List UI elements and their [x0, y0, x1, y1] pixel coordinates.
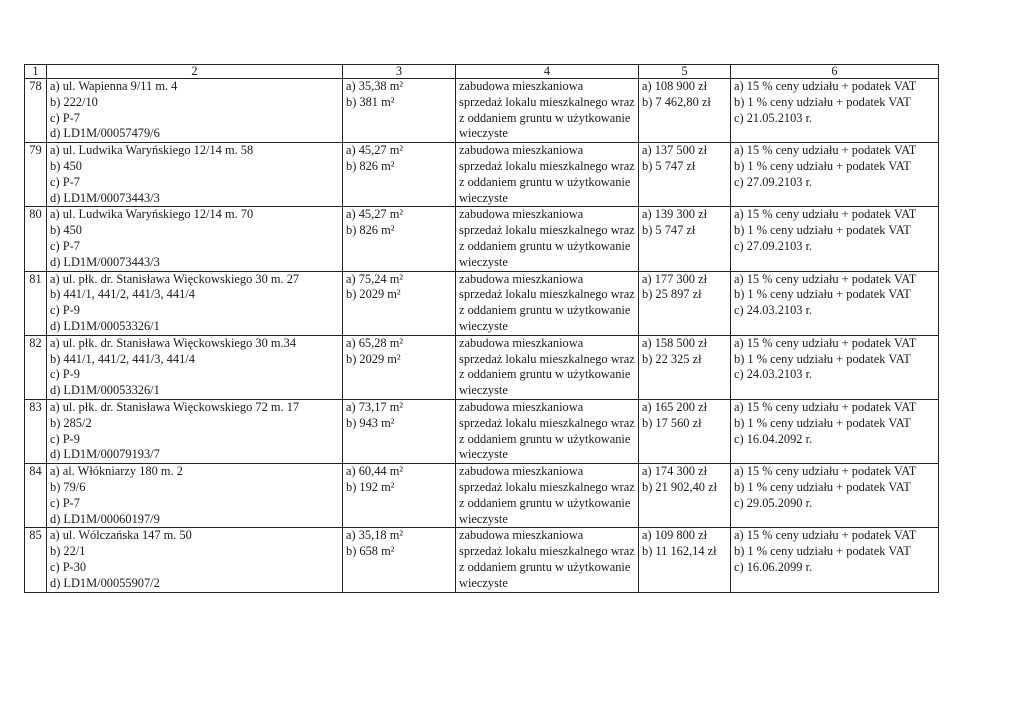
cell-line: d) LD1M/00060197/9: [50, 511, 160, 526]
cell-line: c) 27.09.2103 r.: [734, 238, 813, 253]
cell-line: b) 222/10: [50, 94, 98, 109]
cell-line: b) 826 m²: [346, 158, 395, 173]
cell-purpose: [456, 335, 639, 399]
cell-line: wieczyste: [459, 254, 508, 269]
cell-terms: [731, 143, 939, 207]
cell-line: sprzedaż lokalu mieszkalnego wraz: [459, 351, 635, 366]
cell-line: a) ul. Wapienna 9/11 m. 4: [50, 79, 178, 93]
row-number: 83: [25, 399, 47, 463]
cell-line: b) 1 % ceny udziału + podatek VAT: [734, 544, 911, 559]
cell-line: b) 7 462,80 zł: [642, 94, 711, 109]
cell-line: wieczyste: [459, 318, 508, 333]
cell-line: a) ul. płk. dr. Stanisława Więckowskiego 30 m. 27: [50, 271, 300, 286]
cell-line: a) 15 % ceny udziału + podatek VAT: [734, 79, 917, 93]
cell-price: [639, 207, 731, 271]
cell-line: b) 1 % ceny udziału + podatek VAT: [734, 351, 911, 366]
cell-line: a) al. Włókniarzy 180 m. 2: [50, 464, 183, 479]
cell-line: a) 15 % ceny udziału + podatek VAT: [734, 464, 917, 479]
cell-line: b) 5 747 zł: [642, 158, 696, 173]
cell-line: a) 158 500 zł: [642, 335, 708, 350]
cell-line: a) ul. Ludwika Waryńskiego 12/14 m. 70: [50, 207, 254, 222]
row-number: 78: [25, 79, 47, 143]
cell-line: b) 1 % ceny udziału + podatek VAT: [734, 223, 911, 238]
cell-line: a) 35,18 m²: [346, 528, 404, 543]
cell-line: a) 73,17 m²: [346, 399, 404, 414]
cell-line: c) 29.05.2090 r.: [734, 495, 813, 510]
cell-line: a) 65,28 m²: [346, 335, 404, 350]
cell-area: [343, 335, 456, 399]
cell-line: b) 1 % ceny udziału + podatek VAT: [734, 158, 911, 173]
cell-line: c) P-7: [50, 238, 80, 253]
cell-price: [639, 399, 731, 463]
cell-price: [639, 143, 731, 207]
row-number: 80: [25, 207, 47, 271]
cell-line: zabudowa mieszkaniowa: [459, 207, 584, 222]
cell-line: a) 108 900 zł: [642, 79, 708, 93]
cell-line: c) 16.04.2092 r.: [734, 431, 813, 446]
cell-purpose: [456, 528, 639, 592]
cell-location: [47, 207, 343, 271]
cell-price: [639, 271, 731, 335]
cell-terms: [731, 528, 939, 592]
cell-line: a) 15 % ceny udziału + podatek VAT: [734, 207, 917, 222]
cell-purpose: [456, 399, 639, 463]
cell-line: a) 137 500 zł: [642, 143, 708, 158]
cell-line: d) LD1M/00053326/1: [50, 318, 160, 333]
cell-line: zabudowa mieszkaniowa: [459, 79, 584, 93]
cell-line: z oddaniem gruntu w użytkowanie: [459, 367, 631, 382]
cell-line: b) 1 % ceny udziału + podatek VAT: [734, 287, 911, 302]
cell-line: z oddaniem gruntu w użytkowanie: [459, 174, 631, 189]
cell-line: a) 75,24 m²: [346, 271, 404, 286]
cell-line: c) 24.03.2103 r.: [734, 367, 813, 382]
cell-area: [343, 143, 456, 207]
cell-line: sprzedaż lokalu mieszkalnego wraz: [459, 223, 635, 238]
cell-location: [47, 143, 343, 207]
cell-terms: [731, 399, 939, 463]
table-row: [25, 271, 939, 335]
cell-line: b) 25 897 zł: [642, 287, 702, 302]
cell-line: z oddaniem gruntu w użytkowanie: [459, 495, 631, 510]
cell-line: c) P-7: [50, 495, 80, 510]
cell-location: [47, 335, 343, 399]
cell-line: a) 60,44 m²: [346, 464, 404, 479]
cell-line: c) P-7: [50, 110, 80, 125]
cell-line: b) 192 m²: [346, 479, 395, 494]
cell-line: a) 15 % ceny udziału + podatek VAT: [734, 271, 917, 286]
cell-line: b) 21 902,40 zł: [642, 479, 718, 494]
cell-area: [343, 271, 456, 335]
cell-location: [47, 271, 343, 335]
cell-line: wieczyste: [459, 447, 508, 462]
cell-line: a) 45,27 m²: [346, 143, 404, 158]
cell-line: zabudowa mieszkaniowa: [459, 335, 584, 350]
cell-line: a) ul. Ludwika Waryńskiego 12/14 m. 58: [50, 143, 254, 158]
cell-line: b) 79/6: [50, 479, 86, 494]
cell-line: b) 441/1, 441/2, 441/3, 441/4: [50, 351, 195, 366]
cell-line: b) 17 560 zł: [642, 415, 702, 430]
cell-line: wieczyste: [459, 511, 508, 526]
cell-line: b) 2029 m²: [346, 351, 401, 366]
cell-location: [47, 79, 343, 143]
table-row: [25, 335, 939, 399]
cell-purpose: [456, 79, 639, 143]
cell-purpose: [456, 143, 639, 207]
cell-line: c) 16.06.2099 r.: [734, 559, 813, 574]
cell-price: [639, 79, 731, 143]
cell-line: a) 139 300 zł: [642, 207, 708, 222]
cell-line: a) 15 % ceny udziału + podatek VAT: [734, 143, 917, 158]
cell-location: [47, 399, 343, 463]
cell-line: sprzedaż lokalu mieszkalnego wraz: [459, 415, 635, 430]
cell-area: [343, 464, 456, 528]
cell-line: zabudowa mieszkaniowa: [459, 399, 584, 414]
cell-line: b) 943 m²: [346, 415, 395, 430]
cell-line: a) 177 300 zł: [642, 271, 708, 286]
cell-line: c) P-9: [50, 303, 80, 318]
cell-purpose: [456, 464, 639, 528]
cell-line: wieczyste: [459, 190, 508, 205]
cell-line: sprzedaż lokalu mieszkalnego wraz: [459, 94, 635, 109]
property-table: [24, 64, 939, 593]
cell-line: b) 2029 m²: [346, 287, 401, 302]
header-cell-6: 6: [731, 65, 939, 79]
cell-purpose: [456, 207, 639, 271]
cell-line: b) 450: [50, 223, 83, 238]
cell-line: z oddaniem gruntu w użytkowanie: [459, 238, 631, 253]
cell-line: a) 15 % ceny udziału + podatek VAT: [734, 335, 917, 350]
cell-line: c) 27.09.2103 r.: [734, 174, 813, 189]
cell-line: b) 5 747 zł: [642, 223, 696, 238]
cell-area: [343, 399, 456, 463]
cell-area: [343, 79, 456, 143]
cell-line: b) 22 325 zł: [642, 351, 702, 366]
cell-line: c) 21.05.2103 r.: [734, 110, 813, 125]
cell-line: a) 15 % ceny udziału + podatek VAT: [734, 399, 917, 414]
cell-price: [639, 335, 731, 399]
cell-line: z oddaniem gruntu w użytkowanie: [459, 559, 631, 574]
cell-line: c) 24.03.2103 r.: [734, 303, 813, 318]
cell-line: d) LD1M/00073443/3: [50, 254, 160, 269]
cell-line: c) P-9: [50, 431, 80, 446]
cell-line: d) LD1M/00073443/3: [50, 190, 160, 205]
document-sheet: [24, 64, 939, 593]
cell-line: sprzedaż lokalu mieszkalnego wraz: [459, 158, 635, 173]
cell-line: b) 1 % ceny udziału + podatek VAT: [734, 415, 911, 430]
cell-line: wieczyste: [459, 126, 508, 141]
cell-line: zabudowa mieszkaniowa: [459, 464, 584, 479]
cell-terms: [731, 207, 939, 271]
row-number: 82: [25, 335, 47, 399]
row-number: 79: [25, 143, 47, 207]
cell-line: wieczyste: [459, 383, 508, 398]
header-cell-3: 3: [343, 65, 456, 79]
cell-line: a) ul. płk. dr. Stanisława Więckowskiego 30 m.34: [50, 335, 297, 350]
cell-location: [47, 464, 343, 528]
cell-line: a) 45,27 m²: [346, 207, 404, 222]
cell-line: d) LD1M/00053326/1: [50, 383, 160, 398]
cell-price: [639, 464, 731, 528]
cell-area: [343, 207, 456, 271]
table-row: [25, 464, 939, 528]
cell-line: b) 22/1: [50, 544, 86, 559]
header-cell-2: 2: [47, 65, 343, 79]
header-row: [25, 65, 939, 79]
row-number: 85: [25, 528, 47, 592]
cell-location: [47, 528, 343, 592]
row-number: 84: [25, 464, 47, 528]
cell-line: sprzedaż lokalu mieszkalnego wraz: [459, 287, 635, 302]
cell-line: sprzedaż lokalu mieszkalnego wraz: [459, 544, 635, 559]
cell-terms: [731, 79, 939, 143]
cell-line: b) 658 m²: [346, 544, 395, 559]
cell-line: d) LD1M/00079193/7: [50, 447, 160, 462]
cell-line: a) 174 300 zł: [642, 464, 708, 479]
cell-line: b) 1 % ceny udziału + podatek VAT: [734, 479, 911, 494]
cell-line: a) ul. Wólczańska 147 m. 50: [50, 528, 192, 543]
cell-area: [343, 528, 456, 592]
cell-line: c) P-30: [50, 559, 87, 574]
row-number: 81: [25, 271, 47, 335]
cell-line: a) 15 % ceny udziału + podatek VAT: [734, 528, 917, 543]
header-cell-1: 1: [25, 65, 47, 79]
header-cell-4: 4: [456, 65, 639, 79]
cell-line: b) 826 m²: [346, 223, 395, 238]
cell-terms: [731, 271, 939, 335]
cell-line: a) ul. płk. dr. Stanisława Więckowskiego 72 m. 17: [50, 399, 300, 414]
table-row: [25, 528, 939, 592]
cell-terms: [731, 335, 939, 399]
cell-line: d) LD1M/00055907/2: [50, 575, 160, 590]
cell-terms: [731, 464, 939, 528]
cell-line: c) P-7: [50, 174, 80, 189]
cell-line: b) 441/1, 441/2, 441/3, 441/4: [50, 287, 195, 302]
header-cell-5: 5: [639, 65, 731, 79]
cell-line: zabudowa mieszkaniowa: [459, 528, 584, 543]
cell-line: zabudowa mieszkaniowa: [459, 271, 584, 286]
table-row: [25, 399, 939, 463]
table-row: [25, 79, 939, 143]
cell-line: a) 109 800 zł: [642, 528, 708, 543]
cell-purpose: [456, 271, 639, 335]
cell-line: z oddaniem gruntu w użytkowanie: [459, 110, 631, 125]
table-row: [25, 143, 939, 207]
cell-line: b) 1 % ceny udziału + podatek VAT: [734, 94, 911, 109]
cell-line: b) 285/2: [50, 415, 92, 430]
table-row: [25, 207, 939, 271]
cell-line: b) 381 m²: [346, 94, 395, 109]
cell-line: a) 165 200 zł: [642, 399, 708, 414]
cell-line: b) 450: [50, 158, 83, 173]
cell-line: zabudowa mieszkaniowa: [459, 143, 584, 158]
cell-line: a) 35,38 m²: [346, 79, 404, 93]
cell-line: c) P-9: [50, 367, 80, 382]
cell-line: b) 11 162,14 zł: [642, 544, 717, 559]
cell-price: [639, 528, 731, 592]
table-body: [25, 79, 939, 593]
cell-line: wieczyste: [459, 575, 508, 590]
cell-line: sprzedaż lokalu mieszkalnego wraz: [459, 479, 635, 494]
cell-line: d) LD1M/00057479/6: [50, 126, 160, 141]
cell-line: z oddaniem gruntu w użytkowanie: [459, 431, 631, 446]
cell-line: z oddaniem gruntu w użytkowanie: [459, 303, 631, 318]
